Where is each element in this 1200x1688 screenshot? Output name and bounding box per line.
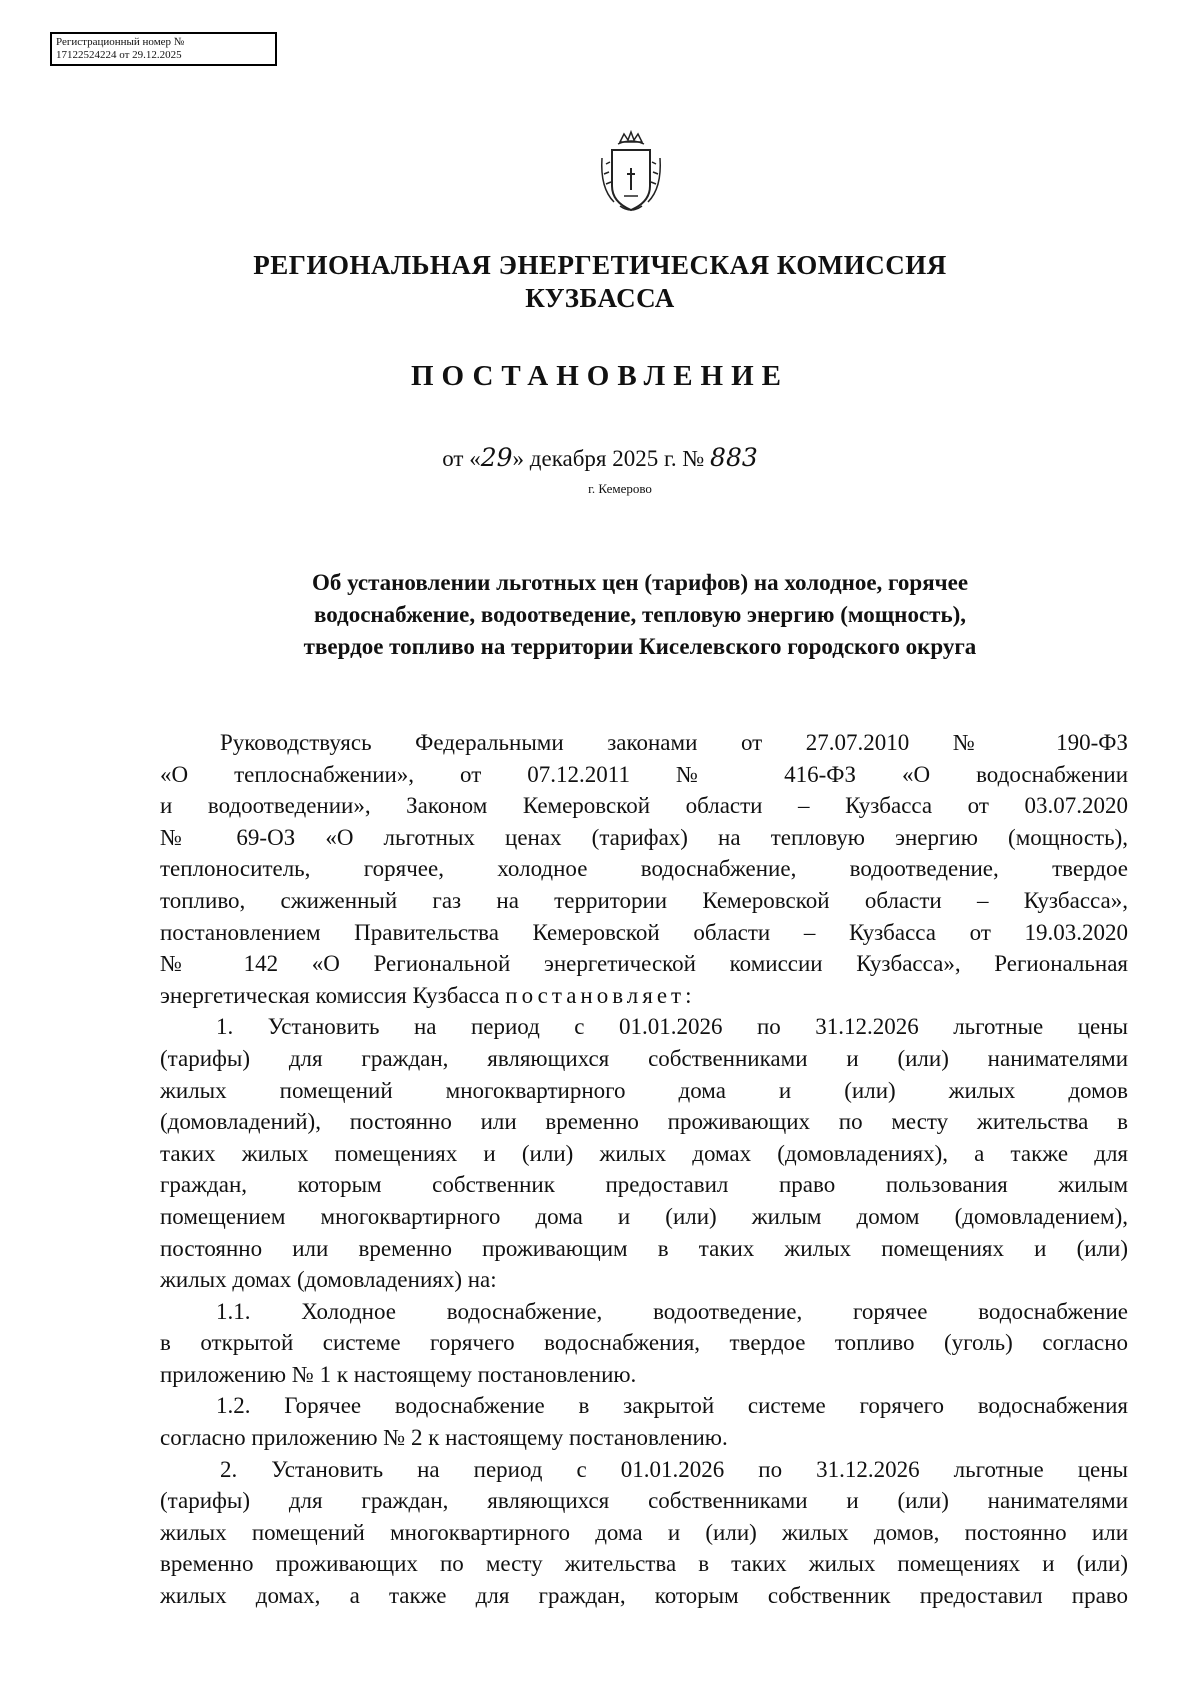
body-line: теплоноситель, горячее, холодное водоснабжение, водоотведение, твердое <box>160 856 1128 882</box>
body-line <box>160 980 1128 1012</box>
body-line: таких жилых помещениях и (или) жилых домах (домовладениях), а также для <box>160 1140 1128 1166</box>
body-line: согласно приложению № 2 к настоящему постановлению. <box>160 1425 728 1451</box>
body-line: в открытой системе горячего водоснабжения, твердое топливо (уголь) согласно <box>160 1330 1128 1356</box>
body-line-text: энергетическая комиссия Кузбасса <box>160 982 500 1008</box>
body-line: «О теплоснабжении», от 07.12.2011 № 416-ФЗ «О водоснабжении <box>160 761 1128 787</box>
document-city: г. Кемерово <box>588 481 652 496</box>
body-line: Руководствуясь Федеральными законами от 27.07.2010 № 190-ФЗ <box>220 730 1128 755</box>
body-line: № 69-ОЗ «О льготных ценах (тарифах) на тепловую энергию (мощность), <box>160 824 1128 850</box>
body-line: (тарифы) для граждан, являющихся собственниками и (или) нанимателями <box>160 1488 1128 1514</box>
document-date-line <box>0 443 1200 472</box>
body-line: 1.1. Холодное водоснабжение, водоотведение, горячее водоснабжение <box>216 1298 1128 1324</box>
registration-stamp <box>50 32 277 66</box>
date-day: 29 <box>480 443 513 472</box>
body-line: жилых домах, а также для граждан, которым собственник предоставил право <box>160 1583 1128 1609</box>
registration-line-1: Регистрационный номер № <box>56 36 185 48</box>
body-line: граждан, которым собственник предоставил право пользования жилым <box>160 1172 1128 1198</box>
date-middle: » декабря 2025 г. № <box>512 446 705 471</box>
body-line: постоянно или временно проживающим в таких жилых помещениях и (или) <box>160 1235 1128 1261</box>
body-line: топливо, сжиженный газ на территории Кемеровской области – Кузбасса», <box>160 887 1128 913</box>
date-prefix: от « <box>442 446 481 471</box>
body-line: 1. Установить на период с 01.01.2026 по 31.12.2026 льготные цены <box>216 1014 1128 1040</box>
body-line: 2. Установить на период с 01.01.2026 по 31.12.2026 льготные цены <box>220 1456 1128 1482</box>
body-line: (тарифы) для граждан, являющихся собственниками и (или) нанимателями <box>160 1045 1128 1071</box>
title-line: Об установлении льготных цен (тарифов) на холодное, горячее <box>311 570 969 595</box>
body-line: помещением многоквартирного дома и (или) жилым домом (домовладением), <box>160 1203 1128 1229</box>
body-line: приложению № 1 к настоящему постановлению. <box>160 1361 637 1387</box>
body-line: жилых домах (домовладениях) на: <box>160 1267 497 1293</box>
document-title <box>160 567 1120 663</box>
kuzbass-coat-of-arms-icon <box>598 128 664 216</box>
body-line: 1.2. Горячее водоснабжение в закрытой системе горячего водоснабжения <box>216 1393 1128 1419</box>
document-type: ПОСТАНОВЛЕНИЕ <box>410 360 789 392</box>
body-line: № 142 «О Региональной энергетической комиссии Кузбасса», Региональная <box>160 951 1128 977</box>
resolve-word: постановляет: <box>505 982 696 1008</box>
body-line: временно проживающих по месту жительства в таких жилых помещениях и (или) <box>160 1551 1128 1577</box>
body-line: и водоотведении», Законом Кемеровской области – Кузбасса от 03.07.2020 <box>160 793 1128 819</box>
body-line: жилых помещений многоквартирного дома и (или) жилых домов <box>160 1077 1128 1103</box>
organization-name: РЕГИОНАЛЬНАЯ ЭНЕРГЕТИЧЕСКАЯ КОМИССИЯ <box>253 250 947 280</box>
registration-line-2: 17122524224 от 29.12.2025 <box>56 49 182 61</box>
title-line: твердое топливо на территории Киселевского городского округа <box>303 634 977 659</box>
body-line: жилых помещений многоквартирного дома и (или) жилых домов, постоянно или <box>160 1519 1128 1545</box>
document-body <box>160 727 1128 1612</box>
body-line: постановлением Правительства Кемеровской области – Кузбасса от 19.03.2020 <box>160 919 1128 945</box>
title-line: водоснабжение, водоотведение, тепловую энергию (мощность), <box>313 602 967 627</box>
organization-region: КУЗБАССА <box>525 283 675 313</box>
body-line: (домовладений), постоянно или временно проживающих по месту жительства в <box>160 1109 1128 1135</box>
document-number: 883 <box>710 443 758 472</box>
